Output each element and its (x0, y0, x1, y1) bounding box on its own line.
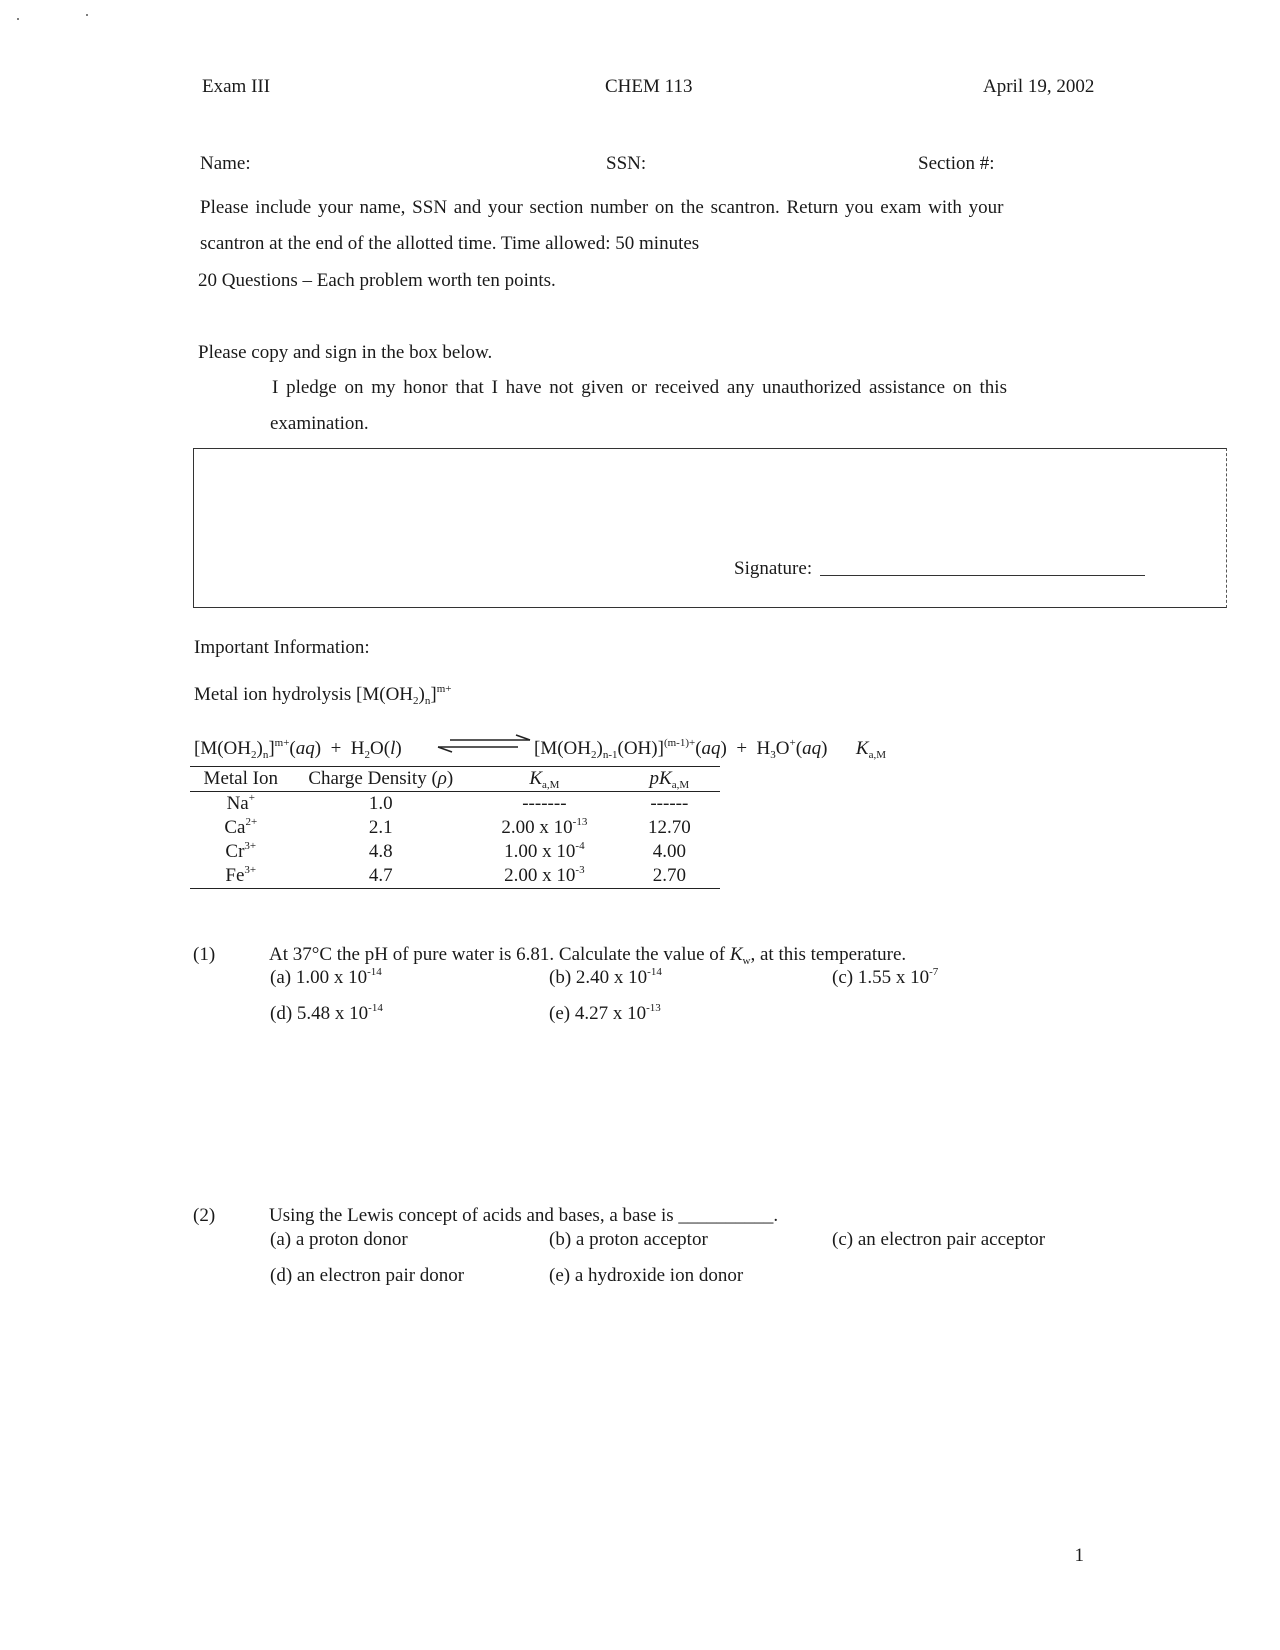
question-number: (2) (193, 1205, 216, 1226)
table-row (190, 816, 720, 840)
answer-option-e[interactable]: (e) a hydroxide ion donor (549, 1265, 744, 1286)
metal-ion-table (190, 766, 720, 889)
page-number: 1 (1074, 1545, 1084, 1566)
hydrolysis-heading: Metal ion hydrolysis $[M(OH_2)_n]^{m+}$ (194, 683, 452, 707)
info-title: Important Information: (194, 637, 370, 658)
answer-option-c[interactable]: (c) an electron pair acceptor (832, 1229, 1046, 1250)
answer-option-b[interactable]: (b) a proton acceptor (549, 1229, 708, 1250)
course-code: CHEM 113 (605, 76, 693, 97)
col-header-charge-density: Charge Density (ρ) (292, 767, 471, 792)
question-stem: At 37°C the pH of pure water is 6.81. Calculate the value of $K_w$, at this temperature. (269, 944, 907, 967)
exam-title: Exam III (202, 76, 271, 97)
question-number: (1) (193, 944, 216, 965)
scan-mark (17, 18, 19, 20)
pka-cell: 12.70 (647, 817, 691, 838)
metal-ion-cell: Na+ (226, 792, 255, 814)
ka-cell: 2.00 x $10^{-13}$ (501, 816, 588, 838)
table-header-row (190, 767, 720, 792)
charge-density-cell: 4.8 (368, 841, 393, 862)
table-row (190, 864, 720, 889)
answer-option-d[interactable]: (d) an electron pair donor (270, 1265, 465, 1286)
section-label: Section #: (918, 153, 995, 174)
answer-option-d[interactable]: (d) 5.48 x $10^{-14}$ (270, 1002, 383, 1024)
pka-cell: ------ (650, 793, 689, 814)
scan-mark (86, 14, 88, 16)
instructions-line-1: Please include your name, SSN and your section number on the scantron. Return you exam with your (200, 197, 1004, 218)
pledge-intro: Please copy and sign in the box below. (198, 342, 493, 363)
charge-density-cell: 1.0 (368, 793, 393, 814)
col-header-pka: $pK_{a,M}$ (619, 767, 720, 792)
pledge-text-line-1: I pledge on my honor that I have not given or received any unauthorized assistance on this (272, 377, 1007, 398)
instructions-line-2: scantron at the end of the allotted time. Time allowed: 50 minutes (200, 233, 700, 254)
hydrolysis-label: Metal ion hydrolysis (194, 684, 352, 705)
hydrolysis-equation-left: $[M(OH_2)_n]^{m+}(aq) + H_2O(l)$ (194, 737, 402, 761)
metal-ion-cell: $Fe^{3+}$ (190, 864, 292, 889)
ssn-label: SSN: (606, 153, 647, 174)
ka-cell: 2.00 x $10^{-3}$ (470, 864, 619, 889)
question-stem: Using the Lewis concept of acids and bases, a base is __________. (269, 1205, 779, 1226)
exam-date: April 19, 2002 (983, 76, 1095, 97)
ka-cell: ------- (522, 793, 567, 814)
pka-cell: 2.70 (619, 864, 720, 889)
answer-option-c[interactable]: (c) 1.55 x $10^{-7}$ (832, 966, 939, 988)
col-header-ka: $K_{a,M}$ (470, 767, 619, 792)
answer-option-e[interactable]: (e) 4.27 x $10^{-13}$ (549, 1002, 661, 1024)
ka-cell: 1.00 x $10^{-4}$ (504, 840, 585, 862)
name-label: Name: (200, 153, 251, 174)
answer-option-b[interactable]: (b) 2.40 x $10^{-14}$ (549, 966, 662, 988)
charge-density-cell: 2.1 (368, 817, 393, 838)
signature-label: Signature: (734, 558, 813, 579)
instructions-line-3: 20 Questions – Each problem worth ten points. (198, 270, 556, 291)
table-row (190, 792, 720, 817)
table-row (190, 840, 720, 864)
pledge-text-line-2: examination. (270, 413, 369, 434)
charge-density-cell: 4.7 (292, 864, 471, 889)
hydrolysis-equation-right: $[M(OH_2)_{n-1}(OH)]^{(m-1)+}(aq) + H_3O^+(aq)$ $K_{a,M}$ (534, 737, 886, 761)
equilibrium-arrow-icon (436, 733, 532, 755)
signature-line[interactable] (820, 575, 1145, 576)
pka-cell: 4.00 (652, 841, 686, 862)
metal-ion-cell: $Ca^{2+}$ (224, 816, 258, 838)
answer-option-a[interactable]: (a) a proton donor (270, 1229, 408, 1250)
metal-ion-cell: $Cr^{3+}$ (225, 840, 257, 862)
signature-box[interactable] (193, 448, 1227, 608)
answer-option-a[interactable]: (a) 1.00 x $10^{-14}$ (270, 966, 382, 988)
col-header-metal-ion: Metal Ion (190, 767, 292, 792)
